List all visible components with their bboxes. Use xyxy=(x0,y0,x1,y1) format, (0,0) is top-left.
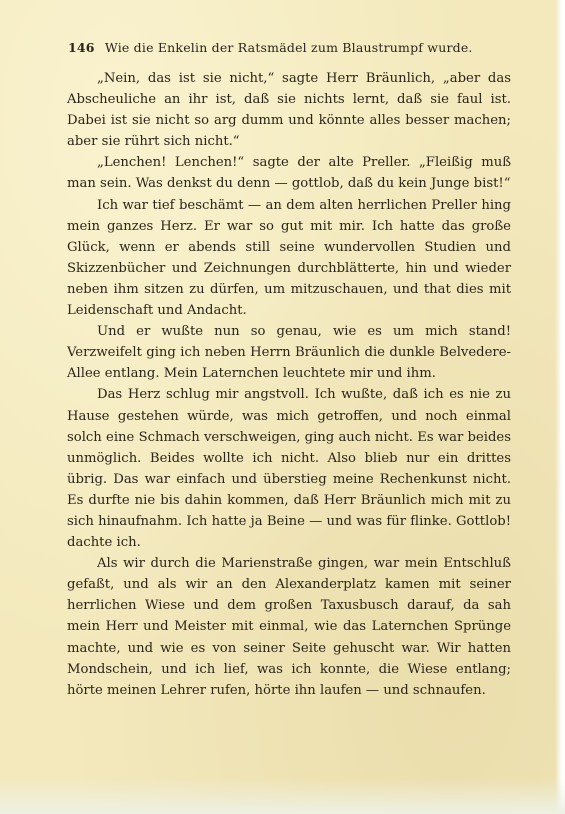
paragraph: „Lenchen! Lenchen!“ sagte der alte Preller. „Fleißig muß man sein. Was denkst du denn — gottlob, daß du kein Junge bist!“ xyxy=(67,155,511,192)
paragraph: Als wir durch die Marienstraße gingen, war mein Entschluß gefaßt, und als wir an den Alexanderplatz kamen mit seiner herrlichen Wiese und dem großen Taxusbusch darauf, da sah mein Herr und Meister mit einmal, wie das Laternchen Sprünge machte, und wie es von seiner Seite gehuscht war. Wir hatten Mondschein, und ich lief, was ich konnte, die Wiese entlang; hörte meinen Lehrer rufen, hörte ihn laufen — und schnaufen. xyxy=(67,556,511,698)
paragraph: „Nein, das ist sie nicht,“ sagte Herr Bräunlich, „aber das Abscheuliche an ihr ist, daß sie nichts lernt, daß sie faul ist. Dabei ist sie nicht so arg dumm und könnte alles besser machen; aber sie rührt sich nicht.“ xyxy=(67,71,511,150)
running-title: Wie die Enkelin der Ratsmädel zum Blaustrumpf wurde. xyxy=(104,40,473,55)
paragraph: Und er wußte nun so genau, wie es um mich stand! Verzweifelt ging ich neben Herrn Bräunlich die dunkle Belvedere-Allee entlang. Mein Laternchen leuchtete mir und ihm. xyxy=(67,324,511,382)
page-number: 146 xyxy=(68,40,95,55)
page-edge-bottom xyxy=(0,778,565,814)
paragraph: Das Herz schlug mir angstvoll. Ich wußte, daß ich es nie zu Hause gestehen würde, was mich getroffen, und noch einmal solch eine Schmach verschweigen, ging auch nicht. Es war beides unmöglich. Beides wollte ich nicht. Also blieb nur ein drittes übrig. Das war einfach und überstieg meine Rechenkunst nicht. Es durfte nie bis dahin kommen, daß Herr Bräunlich mich mit zu sich hinaufnahm. Ich hatte ja Beine — und was für flinke. Gottlob! dachte ich. xyxy=(67,387,511,551)
page-header xyxy=(68,40,508,55)
body-text xyxy=(67,68,511,701)
page-edge-right xyxy=(555,0,565,814)
paragraph: Ich war tief beschämt — an dem alten herrlichen Preller hing mein ganzes Herz. Er war so gut mit mir. Ich hatte das große Glück, wenn er abends still seine wundervollen Studien und Skizzenbücher und Zeichnungen durchblätterte, hin und wieder neben ihm sitzen zu dürfen, um mitzuschauen, und that dies mit Leidenschaft und Andacht. xyxy=(67,197,511,319)
